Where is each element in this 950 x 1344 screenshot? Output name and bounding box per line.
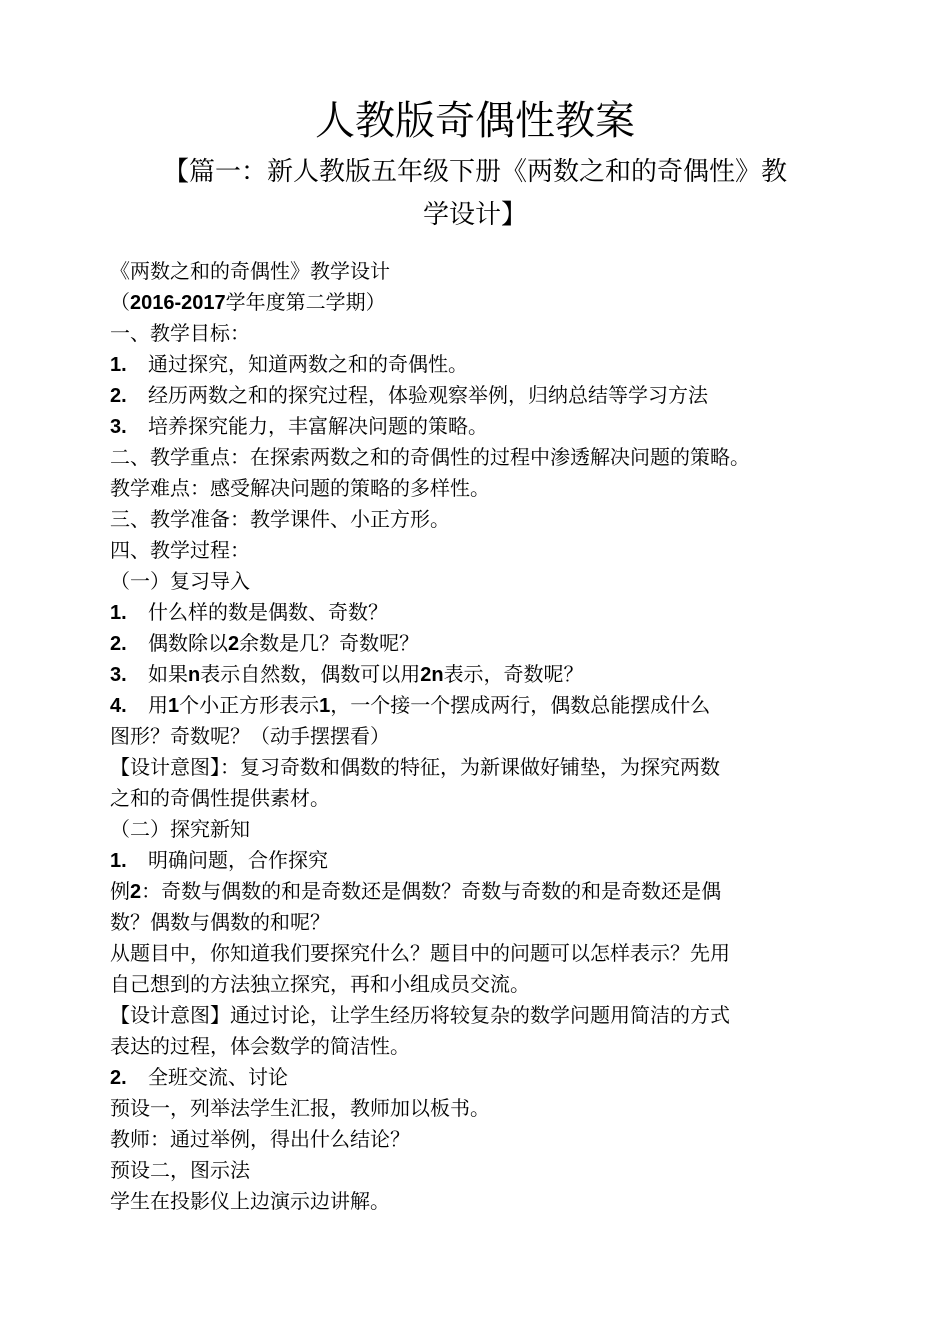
goal-item: 1. 通过探究，知道两数之和的奇偶性。 bbox=[110, 352, 468, 376]
document-title: 人教版奇偶性教案 bbox=[315, 98, 635, 144]
review-heading: （一）复习导入 bbox=[110, 569, 250, 593]
example-2: 例2：奇数与偶数的和是奇数还是偶数？奇数与奇数的和是奇数还是偶 bbox=[110, 879, 722, 903]
explore-heading: （二）探究新知 bbox=[110, 817, 250, 841]
design-intent-1: 【设计意图】：复习奇数和偶数的特征，为新课做好铺垫，为探究两数 bbox=[110, 755, 720, 779]
review-item: 2. 偶数除以2余数是几？奇数呢？ bbox=[110, 631, 420, 655]
goal-item: 2. 经历两数之和的探究过程，体验观察举例，归纳总结等学习方法 bbox=[110, 383, 708, 407]
review-item-continued: 图形？奇数呢？（动手摆摆看） bbox=[110, 724, 390, 748]
step-item: 1. 明确问题，合作探究 bbox=[110, 848, 328, 872]
review-item: 4. 用1个小正方形表示1，一个接一个摆成两行，偶数总能摆成什么 bbox=[110, 693, 711, 717]
process-heading: 四、教学过程： bbox=[110, 538, 250, 562]
preparation: 三、教学准备：教学课件、小正方形。 bbox=[110, 507, 450, 531]
section-title-line-2: 学设计】 bbox=[422, 200, 527, 230]
design-intent-1-continued: 之和的奇偶性提供素材。 bbox=[110, 786, 330, 810]
question-paragraph-continued: 自己想到的方法独立探究，再和小组成员交流。 bbox=[110, 972, 530, 996]
example-2-continued: 数？偶数与偶数的和呢？ bbox=[110, 910, 330, 934]
review-item: 1. 什么样的数是偶数、奇数？ bbox=[110, 600, 388, 624]
document-body bbox=[110, 256, 870, 1217]
preset-two: 预设二，图示法 bbox=[110, 1158, 250, 1182]
design-intent-2: 【设计意图】通过讨论，让学生经历将较复杂的数学问题用简洁的方式 bbox=[110, 1003, 730, 1027]
student-demo: 学生在投影仪上边演示边讲解。 bbox=[110, 1189, 390, 1213]
key-points: 二、教学重点：在探索两数之和的奇偶性的过程中渗透解决问题的策略。 bbox=[110, 445, 750, 469]
question-paragraph: 从题目中，你知道我们要探究什么？题目中的问题可以怎样表示？先用 bbox=[110, 941, 730, 965]
teacher-question: 教师：通过举例，得出什么结论？ bbox=[110, 1127, 410, 1151]
goal-item: 3. 培养探究能力，丰富解决问题的策略。 bbox=[110, 414, 488, 438]
goals-heading: 一、教学目标： bbox=[110, 321, 250, 345]
difficulty: 教学难点：感受解决问题的策略的多样性。 bbox=[110, 476, 490, 500]
design-intent-2-continued: 表达的过程，体会数学的简洁性。 bbox=[110, 1034, 410, 1058]
section-title-line-1: 【篇一：新人教版五年级下册《两数之和的奇偶性》教 bbox=[162, 157, 787, 187]
preset-one: 预设一，列举法学生汇报，教师加以板书。 bbox=[110, 1096, 490, 1120]
review-item: 3. 如果n表示自然数，偶数可以用2n表示，奇数呢？ bbox=[110, 662, 584, 686]
school-year: （2016-2017学年度第二学期） bbox=[110, 290, 386, 314]
lesson-plan-title: 《两数之和的奇偶性》教学设计 bbox=[110, 259, 390, 283]
step-item: 2. 全班交流、讨论 bbox=[110, 1065, 288, 1089]
